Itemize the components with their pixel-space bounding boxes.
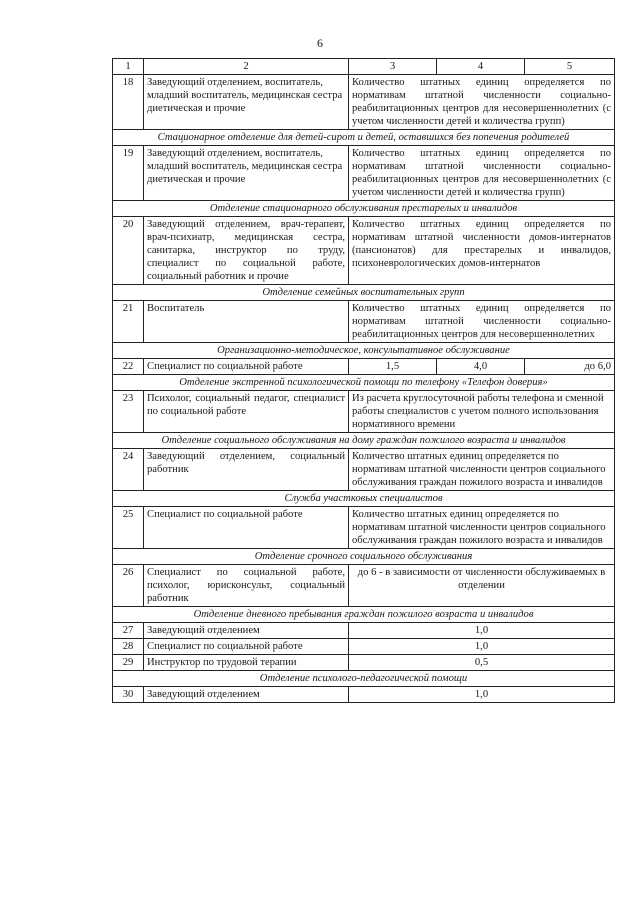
column-header-5: 5 bbox=[525, 59, 615, 75]
norm-cell: Количество штатных единиц определяется по нормативам штатной численности социально-реабилитационных центров для несовершеннолетних (с учетом численности детей и количества групп) bbox=[349, 146, 615, 201]
row-number: 21 bbox=[113, 301, 144, 343]
row-number: 24 bbox=[113, 449, 144, 491]
column-header-3: 3 bbox=[349, 59, 437, 75]
table-row bbox=[113, 75, 615, 130]
position-cell: Психолог, социальный педагог, специалист по социальной работе bbox=[144, 391, 349, 433]
section-row bbox=[113, 607, 615, 623]
staffing-table bbox=[112, 58, 615, 703]
row-number: 20 bbox=[113, 217, 144, 285]
position-cell: Заведующий отделением, врач-терапевт, врач-психиатр, медицинская сестра, санитарка, инструктор по труду, специалист по социальной работе, социальный работник и прочие bbox=[144, 217, 349, 285]
column-header-1: 1 bbox=[113, 59, 144, 75]
row-number: 22 bbox=[113, 359, 144, 375]
position-cell: Заведующий отделением, социальный работник bbox=[144, 449, 349, 491]
section-row bbox=[113, 671, 615, 687]
position-cell: Специалист по социальной работе, психолог, юрисконсульт, социальный работник bbox=[144, 565, 349, 607]
table-row bbox=[113, 623, 615, 639]
column-header-4: 4 bbox=[437, 59, 525, 75]
table-row bbox=[113, 507, 615, 549]
position-cell: Заведующий отделением, воспитатель, младший воспитатель, медицинская сестра диетическая и прочие bbox=[144, 75, 349, 130]
section-row bbox=[113, 375, 615, 391]
section-title: Стационарное отделение для детей-сирот и детей, оставшихся без попечения родителей bbox=[113, 130, 615, 146]
row-number: 28 bbox=[113, 639, 144, 655]
position-cell: Заведующий отделением bbox=[144, 687, 349, 703]
section-title: Отделение дневного пребывания граждан пожилого возраста и инвалидов bbox=[113, 607, 615, 623]
table-row bbox=[113, 359, 615, 375]
norm-cell: Количество штатных единиц определяется по нормативам штатной численности центров социального обслуживания граждан пожилого возраста и инвалидов bbox=[349, 449, 615, 491]
norm-cell: до 6 - в зависимости от численности обслуживаемых в отделении bbox=[349, 565, 615, 607]
position-cell: Инструктор по трудовой терапии bbox=[144, 655, 349, 671]
section-row bbox=[113, 491, 615, 507]
section-title: Отделение семейных воспитательных групп bbox=[113, 285, 615, 301]
section-title: Отделение социального обслуживания на дому граждан пожилого возраста и инвалидов bbox=[113, 433, 615, 449]
section-title: Организационно-методическое, консультативное обслуживание bbox=[113, 343, 615, 359]
table-row bbox=[113, 301, 615, 343]
table-row bbox=[113, 217, 615, 285]
norm-cell: Количество штатных единиц определяется по нормативам штатной численности домов-интернатов (пансионатов) для престарелых и инвалидов, психоневрологических домов-интернатов bbox=[349, 217, 615, 285]
section-row bbox=[113, 130, 615, 146]
row-number: 27 bbox=[113, 623, 144, 639]
norm-cell: Из расчета круглосуточной работы телефона и сменной работы специалистов с учетом полного использования нормативного времени bbox=[349, 391, 615, 433]
section-row bbox=[113, 285, 615, 301]
row-number: 30 bbox=[113, 687, 144, 703]
table-row bbox=[113, 655, 615, 671]
table-row bbox=[113, 449, 615, 491]
table-row bbox=[113, 687, 615, 703]
table-row bbox=[113, 565, 615, 607]
table-row bbox=[113, 146, 615, 201]
column-header-2: 2 bbox=[144, 59, 349, 75]
position-cell: Заведующий отделением bbox=[144, 623, 349, 639]
section-row bbox=[113, 201, 615, 217]
norm-cell: Количество штатных единиц определяется по нормативам штатной численности социально-реабилитационных центров для несовершеннолетних (с учетом численности детей и количества групп) bbox=[349, 75, 615, 130]
section-row bbox=[113, 549, 615, 565]
norm-cell: Количество штатных единиц определяется по нормативам штатной численности социально-реабилитационных центров для несовершеннолетних bbox=[349, 301, 615, 343]
position-cell: Специалист по социальной работе bbox=[144, 507, 349, 549]
section-title: Отделение срочного социального обслуживания bbox=[113, 549, 615, 565]
value-cell: 1,0 bbox=[349, 623, 615, 639]
value-cell: 1,0 bbox=[349, 687, 615, 703]
position-cell: Воспитатель bbox=[144, 301, 349, 343]
position-cell: Специалист по социальной работе bbox=[144, 639, 349, 655]
row-number: 29 bbox=[113, 655, 144, 671]
row-number: 23 bbox=[113, 391, 144, 433]
section-row bbox=[113, 343, 615, 359]
table-row bbox=[113, 391, 615, 433]
value-cell: 0,5 bbox=[349, 655, 615, 671]
row-number: 26 bbox=[113, 565, 144, 607]
section-row bbox=[113, 433, 615, 449]
position-cell: Заведующий отделением, воспитатель, младший воспитатель, медицинская сестра диетическая и прочие bbox=[144, 146, 349, 201]
section-title: Отделение стационарного обслуживания престарелых и инвалидов bbox=[113, 201, 615, 217]
table-row bbox=[113, 639, 615, 655]
value-cell-col4: 4,0 bbox=[437, 359, 525, 375]
section-title: Отделение психолого-педагогической помощи bbox=[113, 671, 615, 687]
section-title: Отделение экстренной психологической помощи по телефону «Телефон доверия» bbox=[113, 375, 615, 391]
page-number: 6 bbox=[317, 36, 323, 50]
value-cell-col5: до 6,0 bbox=[525, 359, 615, 375]
section-title: Служба участковых специалистов bbox=[113, 491, 615, 507]
row-number: 19 bbox=[113, 146, 144, 201]
row-number: 18 bbox=[113, 75, 144, 130]
position-cell: Специалист по социальной работе bbox=[144, 359, 349, 375]
norm-cell: Количество штатных единиц определяется по нормативам штатной численности центров социального обслуживания граждан пожилого возраста и инвалидов bbox=[349, 507, 615, 549]
value-cell-col3: 1,5 bbox=[349, 359, 437, 375]
value-cell: 1,0 bbox=[349, 639, 615, 655]
table-header-row bbox=[113, 59, 615, 75]
row-number: 25 bbox=[113, 507, 144, 549]
